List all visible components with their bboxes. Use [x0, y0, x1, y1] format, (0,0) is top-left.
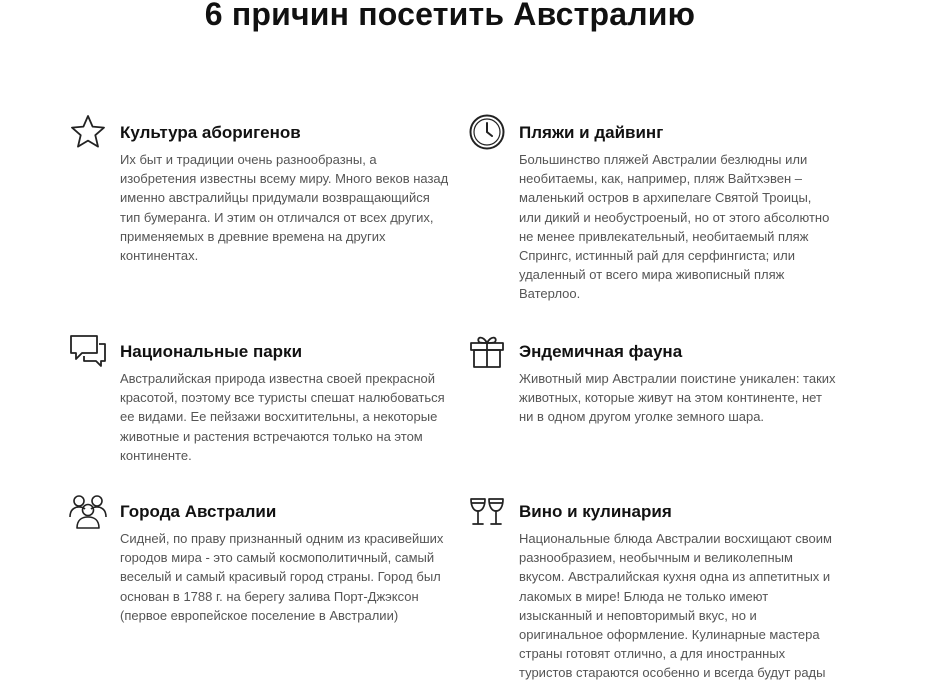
feature-wine-cuisine — [519, 501, 837, 683]
feature-title: Вино и кулинария — [519, 502, 672, 521]
feature-description: Сидней, по праву признанный одним из красивейших городов мира - это самый космополитичный, самый веселый и самый красивый город страны. Город был основан в 1788 г. на берегу залива Порт-Джэксон (первое европейское поселение в Австралии) — [120, 531, 444, 623]
star-icon — [68, 112, 108, 152]
feature-description: Животный мир Австралии поистине уникален: таких животных, которые живут на этом континенте, нет ни в одном другом уголке земного шара. — [519, 371, 836, 425]
feature-aboriginal-culture — [120, 122, 450, 265]
feature-title: Пляжи и дайвинг — [519, 123, 664, 142]
feature-title: Эндемичная фауна — [519, 342, 683, 361]
feature-national-parks — [120, 341, 450, 465]
chat-bubbles-icon — [68, 331, 108, 371]
feature-title: Города Австралии — [120, 502, 277, 521]
feature-description: Австралийская природа известна своей прекрасной красотой, поэтому все туристы спешат налюбоваться ее видами. Ее пейзажи восхитительны, а некоторые животные и растения встречаются только на этом континенте. — [120, 371, 445, 463]
clock-icon — [467, 112, 507, 152]
feature-endemic-fauna — [519, 341, 837, 427]
page-title: 6 причин посетить Австралию — [204, 0, 696, 32]
feature-australian-cities — [120, 501, 450, 625]
wine-glasses-icon — [467, 491, 507, 531]
feature-title: Национальные парки — [120, 342, 303, 361]
people-icon — [68, 491, 108, 531]
feature-description: Национальные блюда Австралии восхищают своим разнообразием, необычным и великолепным вкусом. Австралийская кухня одна из аппетитных и лакомых в мире! Блюда не только имеют изысканный и неповторимый вкус, но и оригинальное оформление. Кулинарные мастера страны готовят отлично, а для иностранных туристов стараются особенно и всегда будут рады — [519, 531, 832, 681]
feature-description: Большинство пляжей Австралии безлюдны или необитаемы, как, например, пляж Вайтхэвен – маленький остров в архипелаге Святой Троицы, или дикий и необустроеный, но от этого абсолютно не менее привлекательный, необитаемый пляж Спрингс, истинный рай для серфингиста; или удаленный от всего мира живописный пляж Ватерлоо. — [519, 152, 830, 302]
feature-beaches-diving — [519, 122, 837, 304]
feature-description: Их быт и традиции очень разнообразны, а изобретения известны всему миру. Много веков назад именно австралийцы придумали возвращающийся тип бумеранга. И этим он отличался от всех других, применяемых в древние времена на других континентах. — [120, 152, 449, 264]
feature-title: Культура аборигенов — [120, 123, 301, 142]
gift-icon — [467, 331, 507, 371]
